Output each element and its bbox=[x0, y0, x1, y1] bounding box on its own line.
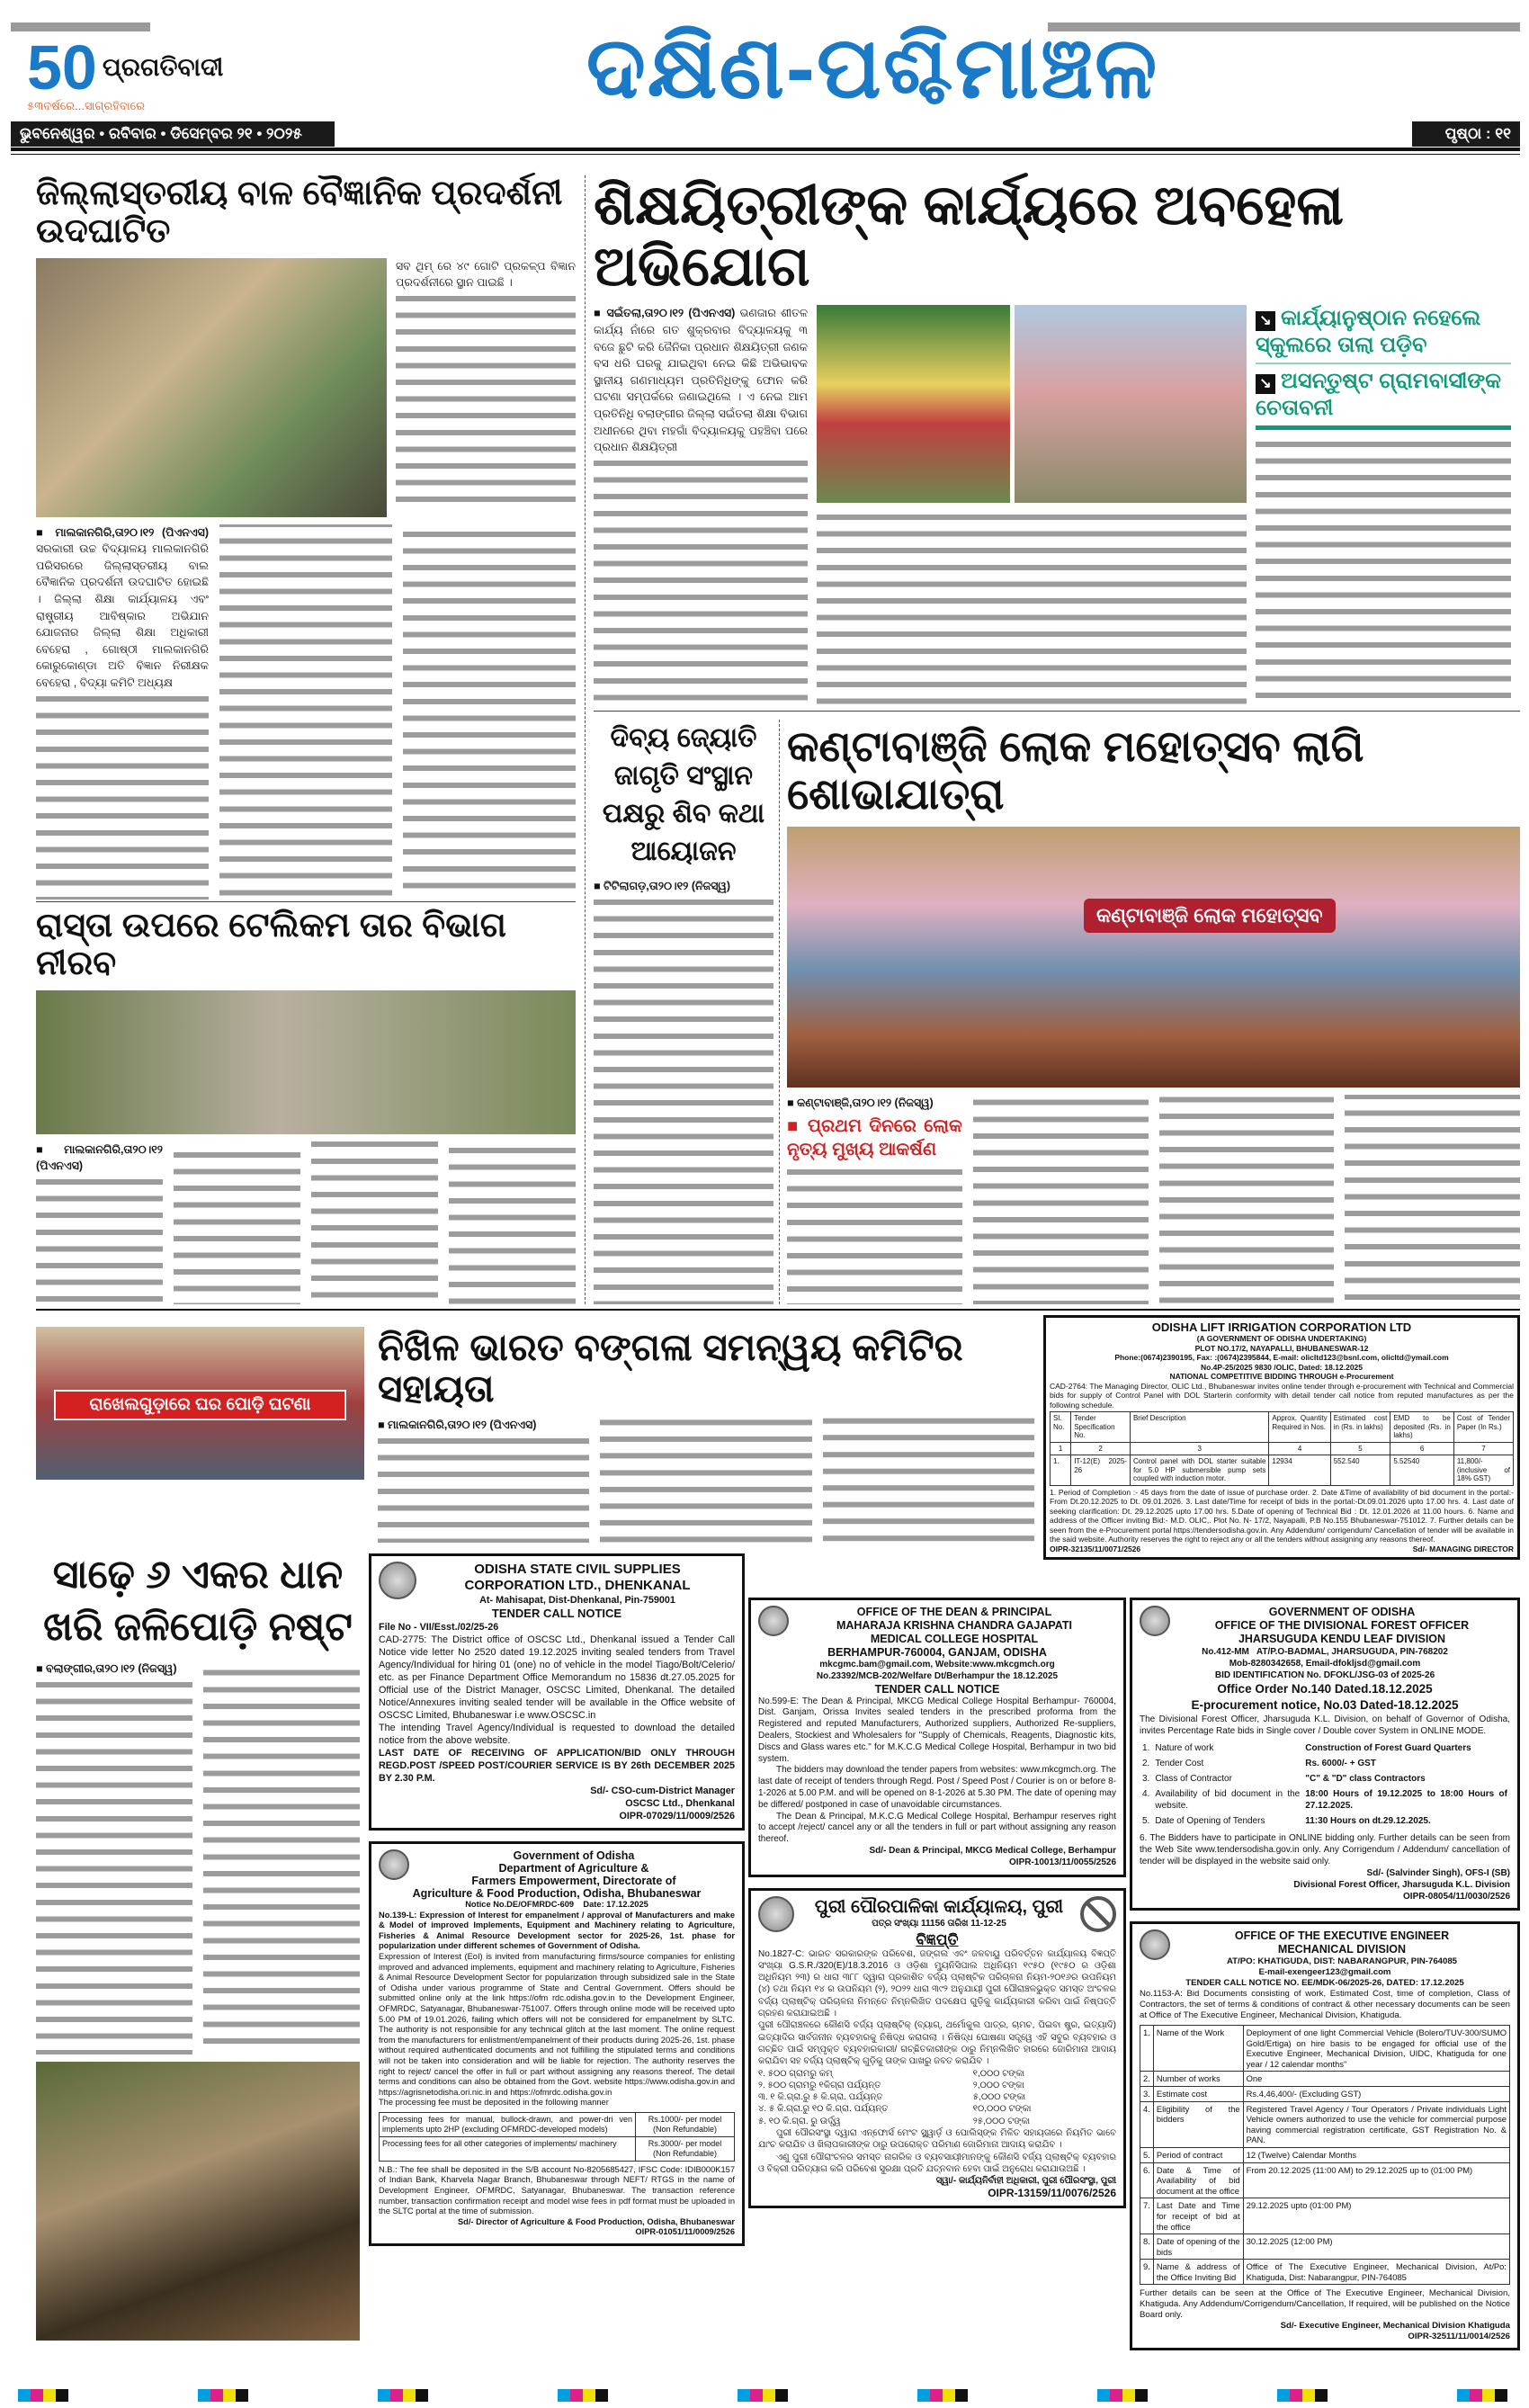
headline-paddy-fire: ସାଢ଼େ ୬ ଏକର ଧାନ ଖରି ଜଳିପୋଡ଼ି ନଷ୍ଟ bbox=[43, 1553, 353, 1649]
logo-name: ପ୍ରଗତିବାଦୀ bbox=[102, 53, 224, 81]
table-header: Brief Description bbox=[1130, 1412, 1268, 1443]
dateline: ■ ସଇଁତଲା,ତା୨୦।୧୨ (ପିଏନଏସ) bbox=[594, 307, 736, 320]
dateline: ■ କଣ୍ଟାବାଞ୍ଜି,ତା୨୦।୧୨ (ନିଜସ୍ୱ) bbox=[787, 1096, 934, 1109]
table-row bbox=[1140, 1786, 1510, 1813]
table-cell: Availability of bid document in the website. bbox=[1155, 1789, 1301, 1811]
table-row bbox=[1140, 2234, 1510, 2260]
table-cell: Processing fees for manual, bullock-drawn, and power-dri ven implements upto 2HP (excluding OFMRDC-developed models) bbox=[380, 2112, 636, 2136]
telecom-body bbox=[36, 1141, 576, 1304]
table-row bbox=[380, 2136, 735, 2161]
header-rule-left bbox=[11, 22, 150, 31]
fine-range: ୩. ୧ କି.ଗ୍ରା.ରୁ ୫ କି.ଗ୍ରା. ପର୍ଯ୍ୟନ୍ତ bbox=[758, 2092, 883, 2103]
section-title: ଦକ୍ଷିଣ-ପଶ୍ଚିମାଞ୍ଚଳ bbox=[586, 20, 1159, 116]
table-row bbox=[1140, 2026, 1510, 2072]
table-row bbox=[1051, 1455, 1514, 1486]
table-cell: 5.52540 bbox=[1390, 1455, 1454, 1486]
ads-column-1 bbox=[369, 1553, 745, 2246]
table-cell: Nature of work bbox=[1155, 1743, 1214, 1753]
table-cell: Name & address of the Office Inviting Bid bbox=[1153, 2260, 1243, 2285]
photo-burnt-paddy bbox=[36, 2062, 360, 2341]
table-row bbox=[1051, 1412, 1514, 1443]
photo-science-fair bbox=[36, 258, 387, 517]
logo bbox=[27, 32, 315, 121]
ads-column-2 bbox=[748, 1598, 1126, 2208]
teacher-photo-column bbox=[817, 305, 1247, 706]
dateline: ■ ବଲାଙ୍ଗୀର,ତା୨୦।୧୨ (ନିଜସ୍ୱ) bbox=[36, 1662, 177, 1675]
headline-shiv-katha: ଦିବ୍ୟ ଜ୍ୟୋତି ଜାଗୃତି ସଂସ୍ଥାନ ପକ୍ଷରୁ ଶିବ କଥା ଆୟୋଜନ bbox=[602, 723, 765, 866]
list-item bbox=[758, 2091, 1116, 2103]
column-separator bbox=[779, 720, 780, 1304]
table-cell: 6 bbox=[1390, 1442, 1454, 1455]
arrow-icon: ↘ bbox=[1256, 311, 1275, 331]
table-cell: 12 (Twelve) Calendar Months bbox=[1243, 2147, 1509, 2162]
fine-range: ୪. ୫ କି.ଗ୍ରା.ରୁ ୧୦ କି.ଗ୍ରା. ପର୍ଯ୍ୟନ୍ତ bbox=[758, 2104, 889, 2115]
table-header: Approx. Quantity Required in Nos. bbox=[1269, 1412, 1330, 1443]
table-cell: 5 bbox=[1330, 1442, 1390, 1455]
photo-road-wires bbox=[36, 990, 576, 1134]
puri-fine-list bbox=[758, 2068, 1116, 2127]
science-fair-body: ■ ମାଲକାନଗିରି,ତା୨୦।୧୨ (ପିଏନଏସ) ସରକାରୀ ଉଚ୍ଚ ବିଦ୍ୟାଳୟ ମାଲକାନଗିରି ପରିସରରେ ଜିଲ୍ଲାସ୍ତରୀୟ ବାଲ ବୈଜ୍ଞାନିକ ପ୍ରଦର୍ଶନୀ ଉଦଘାଟିତ ହୋଇଛି । ଜିଲ୍ଲା ଶିକ୍ଷା କାର୍ଯ୍ୟାଳୟ ଏବଂ ରାଷ୍ଟ୍ରୀୟ ଆବିଷ୍କାର ଅଭିଯାନ ଯୋଜନାର ଜିଲ୍ଲା ଶିକ୍ଷା ଅଧିକାରୀ ବେହେରା , ଗୋଷ୍ଠୀ ମାଲକାନଗିରି କୋରୁକୋଣ୍ଡା ଅତି ବିଜ୍ଞାନ ନିରୀକ୍ଷକ ବେହେରା , ବିଦ୍ୟା କମିଟି ଅଧ୍ୟକ୍ଷ bbox=[36, 524, 576, 900]
table-cell: Office of The Executive Engineer, Mechanical Division, At/Po: Khatiguda, Dist: Nabarangpur, PIN-764085 bbox=[1243, 2260, 1509, 2285]
table-cell: 5. bbox=[1140, 2147, 1154, 2162]
paddy-article bbox=[36, 1549, 360, 2341]
table-cell: Rs.4,46,400/- (Excluding GST) bbox=[1243, 2086, 1509, 2101]
table-row bbox=[1140, 2162, 1510, 2198]
table-cell: 5. bbox=[1142, 1816, 1150, 1826]
no-plastic-icon bbox=[1080, 1896, 1116, 1932]
table-cell: 1 bbox=[1051, 1442, 1071, 1455]
table-cell: IT-12(E) 2025-26 bbox=[1071, 1455, 1131, 1486]
section-divider bbox=[36, 1309, 1520, 1311]
table-cell: Estimate cost bbox=[1153, 2086, 1243, 2101]
fine-amount: ୫,୦୦୦ ଟଙ୍କା bbox=[972, 2092, 1026, 2103]
dateline: ■ ମାଲକାନଗିରି,ତା୨୦।୧୨ (ପିଏନଏସ) bbox=[36, 1142, 163, 1173]
science-fair-article bbox=[36, 175, 576, 900]
table-row bbox=[1140, 1771, 1510, 1786]
headline-bengali-committee: ନିଖିଳ ଭାରତ ବଙ୍ଗଳା ସମନ୍ୱୟ କମିଟିର ସହାୟତା bbox=[378, 1326, 963, 1410]
table-header: EMD to be deposited (Rs. in lakhs) bbox=[1390, 1412, 1454, 1443]
text-filler bbox=[594, 895, 773, 1304]
table-cell: 8. bbox=[1140, 2234, 1154, 2260]
ad-agriculture-eoi: Government of Odisha Department of Agriculture & Farmers Empowerment, Directorate of Agriculture & Food Production, Odisha, Bhubaneswar Notice No.DE/OFMRDC-609 Date: 17.12.2025 No.139-L: Expression of Interest for empanelment / approval of Manufacturers and make & Model of improved Implements, Equipment and Machinery relating to Agriculture, Fisheries & Animal Resource Development sector for 2025-26, 1st. phase for popularization under different schemes of Government of Odisha. Expression of Interest (EoI) is invited from manufacturing firms/source companies for enlisting improved and advanced implements, equipment and machinery relating to Agriculture, Fisheries & Animal Resource Development Sector for popularization through subsidized sale in the State of Odisha under various programme of State and Central Government. Offers should be submitted online only at the link https://ofm rdc.odisha.gov.in to the Development Engineer, OFMRDC, Satyanagar, Bhubaneswar-751007. Offers through online mode will be received upto 5.00 PM of 19.01.2026, failing which offers will not be considered for empanelment by SLTC. The authority is not responsible for any technical glitch at the last moment. The online request from the manufacturers for enlistment/empanelment of their products during 2025-26, 1st. phase without required authenticated documents and not fulfilling the stipulated terms and conditions will not be taken into consideration and will be liable for rejection. The authority reserves the right to reject/ cancel the offer in full or part without assigning any reasons thereof. The detail terms and conditions can also be obtained from the Govt. website https://www.odisha.gov.in and https://agrisnetodisha.ori.nic.in and https://ofmrdc.odisha.gov.in The processing fee must be deposited in the following manner Processing fees for manual, bullock-drawn, and power-dri ven implements upto 2HP (excluding OFMRDC-developed models) Rs.1000/- per model (Non Refundable) Processing fees for all other categories of implements/ machinery Rs.3000/- per model (Non Refundable) N.B.: The fee shall be deposited in the S/B account No-8205685427, IFSC Code: IDIB000K157 of Indian Bank, Kharvela Nagar Branch, Bhubaneswar through NEFT/ RTGS in the name of Development Engineer, OFMRDC, Satyanagar, Bhubaneswar. The transaction reference number, transaction confirmation receipt and model wise fees in pdf format must be uploaded in the SLTC portal at the time of submission. Sd/- Director of Agriculture & Food Production, Odisha, Bhubaneswar OIPR-01051/11/0009/2526 bbox=[369, 1841, 745, 2246]
table-cell: 30.12.2025 (12:00 PM) bbox=[1243, 2234, 1509, 2260]
table-cell: 1. bbox=[1142, 1743, 1150, 1753]
dateline: ■ ମାଲକାନଗିରି,ତା୨୦।୧୨ (ପିଏନଏସ) bbox=[36, 525, 209, 539]
fine-amount: ୨୫,୦୦୦ ଟଙ୍କା bbox=[972, 2116, 1031, 2126]
table-cell: Date of Opening of Tenders bbox=[1155, 1816, 1265, 1826]
table-row bbox=[380, 2112, 735, 2136]
odisha-emblem-icon bbox=[1140, 1929, 1170, 1960]
teacher-subheads bbox=[1256, 305, 1511, 706]
text-filler bbox=[36, 1141, 576, 1304]
table-header: Cost of Tender Paper (In Rs.) bbox=[1453, 1412, 1513, 1443]
table-cell: 11,800/- (inclusive of 18% GST) bbox=[1453, 1455, 1513, 1486]
table-cell: Registered Travel Agency / Tour Operators / Private individuals Light Vehicle owners authorized to use the vehicle for commercial purpose having commercial registration certificate, GST Registration No. & PAN. bbox=[1243, 2101, 1509, 2147]
table-cell: Construction of Forest Guard Quarters bbox=[1305, 1743, 1471, 1753]
fine-range: ୨. ୫୦୦ ଗ୍ରାମରୁ ୧କିଗ୍ରା ପର୍ଯ୍ୟନ୍ତ bbox=[758, 2080, 881, 2090]
kantabanji-body bbox=[787, 1095, 1520, 1304]
table-cell: Number of works bbox=[1153, 2072, 1243, 2087]
mech-tender-table bbox=[1140, 2025, 1510, 2285]
teacher-article bbox=[594, 175, 1520, 706]
list-item bbox=[758, 2103, 1116, 2115]
teacher-body-col1: ■ ସଇଁତଲା,ତା୨୦।୧୨ (ପିଏନଏସ) ଭଣଜାର ଶୀତଳ କାର୍ଯ୍ୟ ନାଁରେ ଗତ ଶୁକ୍ରବାର ବିଦ୍ୟାଳୟକୁ ୩ ବଜେ ଛୁଟି କରି ଜୈନିକା ପ୍ରଧାନ ଶିକ୍ଷୟିତ୍ରୀ ଜଣକ ବସ ଧରି ଘରକୁ ଯାଇଥିବା ନେଇ କିଛି ଅଭିଭାବକ ସ୍ଥାନୀୟ ଗଣମାଧ୍ୟମ ପ୍ରତିନିଧିଙ୍କୁ ଫୋନ କରି ଘଟଣା ସମ୍ପର୍କରେ ଜଣାଇଥିଲେ । ଏ ନେଇ ଆମ ପ୍ରତିନିଧି ବଲାଙ୍ଗୀର ଜିଲ୍ଲା ସଇଁତଲା ଶିକ୍ଷା ବିଭାଗ ଅଧୀନରେ ଥିବା ମହଗାଁ ବିଦ୍ୟାଳୟକୁ ପହଞ୍ଚିବା ପରେ ପ୍ରଧାନ ଶିକ୍ଷୟିତ୍ରୀ bbox=[594, 305, 808, 706]
table-row bbox=[1140, 2086, 1510, 2101]
page-number: ପୃଷ୍ଠା : ୧୧ bbox=[1412, 121, 1520, 147]
table-cell: Tender Cost bbox=[1155, 1759, 1204, 1768]
table-cell: 4. bbox=[1140, 2101, 1154, 2147]
headline-telecom: ରାସ୍ତା ଉପରେ ଟେଲିକମ ତାର ବିଭାଗ ନୀରବ bbox=[36, 907, 506, 982]
arrow-icon: ■ bbox=[787, 1116, 808, 1137]
table-header: Sl. No. bbox=[1051, 1412, 1071, 1443]
table-row bbox=[1140, 2147, 1510, 2162]
table-cell: 6. bbox=[1140, 2162, 1154, 2198]
ad-puri-municipality: ପୁରୀ ପୌରପାଳିକା କାର୍ଯ୍ୟାଳୟ, ପୁରୀ ପତ୍ର ସଂଖ୍ୟା 11156 ତାରିଖ 11-12-25 ବିଜ୍ଞପ୍ତି No.1827-C: ଭାରତ ସରକାରଙ୍କ ପରିବେଶ, ଜଙ୍ଗଲ ଏବଂ ଜଳବାୟୁ ପରିବର୍ତ୍ତନ କାର୍ଯ୍ୟାଳୟ ବିଜ୍ଞପ୍ତି ସଂଖ୍ୟା G.S.R./320(E)/18.3.2016 ଓ ଓଡ଼ିଶା ମ୍ୟୁନିସିପାଲ ଅଧିନିୟମ ୧୯୫୦ (୧୯୫୦ ର ଓଡ଼ିଶା ଅଧିନିୟମ ୨୩) ର ଧାରା ୩୮୮ ଦ୍ୱାରା ପ୍ରକାଶିତ ବର୍ଜ୍ୟ ପ୍ଲାଷ୍ଟିକ ପରିଚାଳନା ନିୟମ-୨୦୧୬ର ଉପନିୟମ (୪) ତଥା ନିୟମ ୧୪ ର ଉପନିୟମ (୨), ୨୦୨୨ ଧାରା ୩୯୨ ଅନୁଯାୟୀ ପୁରୀ ପୌରାଞ୍ଚଳଭୁକ୍ତ ସମସ୍ତ ଅଂଚଳର ବର୍ଜ୍ୟ ପ୍ଲାଷ୍ଟିକ୍ ପରିଚାଳନା ନିମନ୍ତେ ନିମ୍ନଲିଖିତ ପଦକ୍ଷେପ ଗୁଡ଼ିକୁ କାର୍ଯ୍ୟକାରୀ କରିବା ପାଇଁ ନିଷ୍ପତ୍ତି ଗ୍ରହଣ କରାଯାଇଅଛି । ପୁରୀ ପୌରାଞ୍ଚଳରେ କୌଣସି ବର୍ଜ୍ୟ ପ୍ଲାଷ୍ଟିକ୍ (ବ୍ୟାଗ୍, ଥର୍ମୋକୁଲ ପାତ୍ର, ଚାମଚ, ପିଇବା ଷ୍ଟ୍ର, ଇତ୍ୟାଦି) ଇତ୍ୟାଦିର ସାର୍ବଜନୀନ ବ୍ୟବହାରକୁ ନିଷିଦ୍ଧ କରାଗଲା । ନିଷିଦ୍ଧ ଘୋଷଣା ସତ୍ତ୍ୱେ ଏହି ସବୁର ବ୍ୟବହାର ଓ ଗଚ୍ଛିତ ପାଇଁ ସମ୍ପୃକ୍ତ ବ୍ୟବହାରକାରୀ/ ଗଚ୍ଛିତକାରୀଙ୍କ ଠାରୁ ନିମ୍ନଲିଖିତ ହାରରେ ଜୋରିମାନା ଆଦାୟ କରାଯିବା ସହ ବର୍ଜ୍ୟ ପ୍ଲାଷ୍ଟିକ୍ ଗୁଡ଼ିକୁ ତାଙ୍କ ପାଖରୁ ଜବତ କରାଯିବ । ୧. ୫୦୦ ଗ୍ରାମରୁ କମ୍ ୧,୦୦୦ ଟଙ୍କା ୨. ୫୦୦ ଗ୍ରାମରୁ ୧କିଗ୍ରା ପର୍ଯ୍ୟନ୍ତ ୨,୦୦୦ ଟଙ୍କା ୩. ୧ କି.ଗ୍ରା.ରୁ ୫ କି.ଗ୍ରା. ପର୍ଯ୍ୟନ୍ତ ୫,୦୦୦ ଟଙ୍କା ୪. ୫ କି.ଗ୍ରା.ରୁ ୧୦ କି.ଗ୍ରା. ପର୍ଯ୍ୟନ୍ତ ୧୦,୦୦୦ ଟଙ୍କା ୫. ୧୦ କି.ଗ୍ରା. ରୁ ଉର୍ଦ୍ଧ୍ୱ ୨୫,୦୦୦ ଟଙ୍କା ପୁରୀ ପୌରସଂସ୍ଥା ଦ୍ୱାରା ଏନ୍‌ଫୋର୍ସ ମେଂଟ ସ୍କ୍ୱାର୍ଡ଼ ଓ ପୋଲିସ୍‌ଙ୍କ ମିଳିତ ସହାୟତାରେ ନିୟମିତ ଭାବେ ଯାଂଚ କରାଯିବ ଓ ଖିଲାପକାରୀଙ୍କ ଠାରୁ ଉପରୋକ୍ତ ପରିମାଣ ଜୋରିମାନା ଆଦାୟ କରାଯିବ । ଏଣୁ ପୁରୀ ପୌରାଂଚଳର ସମସ୍ତ ନାଗରିକ ଓ ବ୍ୟବସାୟୀମାନଙ୍କୁ କୌଣସି ବର୍ଜ୍ୟ ପ୍ଲାଷ୍ଟିକ୍ ବ୍ୟବହାର ଓ ବିକ୍ରୀ ପରିତ୍ୟାଗ କରି ପରିବେଶ ସୁରକ୍ଷା ପ୍ରତି ଯତ୍ନବାନ ହେବା ପାଇଁ ଅନୁରୋଧ କରାଯାଉଅଛି । ସ୍ୱା/- କାର୍ଯ୍ୟନିର୍ବାହୀ ଅଧିକାରୀ, ପୁରୀ ପୌରସଂସ୍ଥା, ପୁରୀ OIPR-13159/11/0076/2526 bbox=[748, 1888, 1126, 2209]
table-cell: Rs. 6000/- + GST bbox=[1305, 1759, 1376, 1768]
teacher-columns bbox=[594, 305, 1520, 706]
table-row bbox=[1140, 1756, 1510, 1771]
ad-dfo-tender: GOVERNMENT OF ODISHA OFFICE OF THE DIVISIONAL FOREST OFFICER JHARSUGUDA KENDU LEAF DIVISION No.412-MM AT/P.O-BADMAL, JHARSUGUDA, PIN-768202 Mob-8280342658, Email-dfokljsd@gmail.com BID IDENTIFICATION No. DFOKL/JSG-03 of 2025-26 Office Order No.140 Dated.18.12.2025 E-procurement notice, No.03 Dated-18.12.2025 The Divisional Forest Officer, Jharsuguda K.L. Division, on behalf of Governor of Odisha, invites Percentage Rate bids in Single cover / Double cover System in ONLINE MODE. 1. Nature of work Construction of Forest Guard Quarters 2. Tender Cost Rs. 6000/- + GST 3. Class of Contractor "C" & "D" class Contractors 4. Availability of bid document in the website. 18:00 Hours of 19.12.2025 to 18:00 Hours of 27.12.2025. 5. Date of Opening of Tenders 11:30 Hours on dt.29.12.2025. 6. The Bidders have to participate in ONLINE bidding only. Further details can be seen from the Web Site www.tendersodisha.gov.in only. Any Corrigendum / Addendum/ cancellation of tender will be displayed in the website said only. Sd/- (Salvinder Singh), OFS-I (SB) Divisional Forest Officer, Jharsuguda K.L. Division OIPR-08054/11/0030/2526 bbox=[1130, 1598, 1520, 1911]
kantabanji-article bbox=[787, 724, 1520, 1304]
ad-mechanical-division-tender: OFFICE OF THE EXECUTIVE ENGINEER MECHANICAL DIVISION AT/PO: KHATIGUDA, DIST: NABARANGPUR, PIN-764085 E-mail-exengeer123@gmail.com TENDER CALL NOTICE NO. EE/MDK-06/2025-26, DATED: 17.12.2025 No.1153-A: Bid Documents consisting of work, Estimated Cost, time of completion, Class of Contractors, the set of terms & conditions of contract & other necessary documents can be seen at Office of The Executive Engineer, Mechanical Division, Khatiguda. 1. Name of the Work Deployment of one light Commercial Vehicle (Bolero/TUV-300/SUMO Gold/Ertiga) on hire basis to be engaged for official use of the Executive Engineer, Mechanical Division, UIDC, Khatiguda for one year / 12 calendar months" 2. Number of works One 3. Estimate cost Rs.4,46,400/- (Excluding GST) 4. Eligibility of the bidders Registered Travel Agency / Tour Operators / Private individuals Light Vehicle owners authorized to use the vehicle for commercial purpose having commercial registration certificate, GST Registration No. & PAN. 5. Period of contract 12 (Twelve) Calendar Months 6. Date & Time of Availability of bid document at the office From 20.12.2025 (11:00 AM) to 29.12.2025 up to (01:00 PM) 7. Last Date and Time for receipt of bid at the office 29.12.2025 upto (01:00 PM) 8. Date of opening of the bids 30.12.2025 (12:00 PM) 9. Name & address of the Office Inviting Bid Office of The Executive Engineer, Mechanical Division, At/Po: Khatiguda, Dist: Nabarangpur, PIN-764085 Further details can be seen at the Office of The Executive Engineer, Mechanical Division, Khatiguda. Any Addendum/Corrigendum/Cancellation, If required, will be published on the Notice Board only. Sd/- Executive Engineer, Mechanical Division Khatiguda OIPR-32511/11/0014/2526 bbox=[1130, 1921, 1520, 2350]
list-item bbox=[758, 2116, 1116, 2127]
table-cell: 552.540 bbox=[1330, 1455, 1390, 1486]
headline-kantabanji: କଣ୍ଟାବାଞ୍ଜି ଲୋକ ମହୋତ୍ସବ ଲାଗି ଶୋଭାଯାତ୍ରା bbox=[787, 723, 1364, 819]
fine-range: ୫. ୧୦ କି.ଗ୍ରା. ରୁ ଉର୍ଦ୍ଧ୍ୱ bbox=[758, 2116, 841, 2126]
dateline: ଭୁବନେଶ୍ୱର • ରବିବାର • ଡିସେମ୍ବର ୨୧ • ୨୦୨୫ bbox=[11, 121, 335, 147]
table-cell: "C" & "D" class Contractors bbox=[1305, 1774, 1426, 1784]
table-cell: Period of contract bbox=[1153, 2147, 1243, 2162]
table-cell: Processing fees for all other categories of implements/ machinery bbox=[380, 2136, 636, 2161]
headline-science-fair: ଜିଲ୍ଲାସ୍ତରୀୟ ବାଳ ବୈଜ୍ଞାନିକ ପ୍ରଦର୍ଶନୀ ଉଦଘାଟିତ bbox=[36, 175, 563, 250]
text-filler bbox=[36, 1661, 360, 2054]
table-cell: 11:30 Hours on dt.29.12.2025. bbox=[1305, 1816, 1431, 1826]
table-cell: 2. bbox=[1142, 1759, 1150, 1768]
table-cell: Name of the Work bbox=[1153, 2026, 1243, 2072]
header-divider bbox=[11, 148, 1520, 155]
logo-tagline: ୫୩ବର୍ଷରେ...ସାଗ୍ରହିବାରେ bbox=[27, 99, 146, 112]
text-filler bbox=[594, 456, 808, 706]
table-cell: 1. bbox=[1051, 1455, 1071, 1486]
puri-municipality-logo-icon bbox=[758, 1896, 794, 1932]
photo-caption: ରାଖେଲଗୁଡ଼ାରେ ଘର ପୋଡ଼ି ଘଟଣା bbox=[54, 1390, 346, 1420]
teacher-body-col2 bbox=[817, 510, 1247, 706]
fine-amount: ୨,୦୦୦ ଟଙ୍କା bbox=[972, 2080, 1024, 2090]
table-row bbox=[1140, 2260, 1510, 2285]
ad-oscsc-tender: ODISHA STATE CIVIL SUPPLIES CORPORATION LTD., DHENKANAL At- Mahisapat, Dist-Dhenkanal, Pin-759001 TENDER CALL NOTICE File No - VII/Esst./02/25-26 CAD-2775: The District office of OSCSC Ltd., Dhenkanal issued a Tender Call Notice vide letter No 2520 dated 19.12.2025 inviting sealed tenders from Travel Agency/Individual for hiring 01 (one) no of vehicle in the model Tiago/Bolt/Celerio/ etc. as per Finance Department Office Memorandum no 15836 dt.27.05.2025 for Official use of the District Manager, OSCSC Limited, Dhenkanal. The detailed Notice/Annexures inviting sealed tender will be available in the Office website of OSCSC Limited, Bhubaneswar i.e www.OSCSC.in The intending Travel Agency/Individual is requested to download the detailed notice from the above website. LAST DATE OF RECEIVING OF APPLICATION/BID ONLY THROUGH REGD.POST /SPEED POST/COURIER SERVICE IS BY 26th DECEMBER 2025 BY 2.30 P.M. Sd/- CSO-cum-District Manager OSCSC Ltd., Dhenkanal OIPR-07029/11/0009/2526 bbox=[369, 1553, 745, 1831]
arrow-icon: ↘ bbox=[1256, 374, 1275, 394]
teacher-photos bbox=[817, 305, 1247, 503]
dateline: ■ ମାଲକାନଗିରି,ତା୨୦।୧୨ (ପିଏନଏସ) bbox=[378, 1419, 537, 1432]
dfo-items-table bbox=[1140, 1741, 1510, 1829]
logo-years: 50 bbox=[27, 32, 97, 103]
table-row bbox=[1140, 2198, 1510, 2234]
dateline: ■ ଟିଟିଲାଗଡ଼,ତା୨୦।୧୨ (ନିଜସ୍ୱ) bbox=[594, 880, 730, 892]
table-cell: 2 bbox=[1071, 1442, 1131, 1455]
agri-fee-table bbox=[379, 2112, 735, 2162]
table-cell: 9. bbox=[1140, 2260, 1154, 2285]
table-cell: 12934 bbox=[1269, 1455, 1330, 1486]
table-cell: From 20.12.2025 (11:00 AM) to 29.12.2025 up to (01:00 PM) bbox=[1243, 2162, 1509, 2198]
teacher-body-col3 bbox=[1256, 437, 1511, 706]
bengali-body bbox=[378, 1417, 1034, 1543]
table-cell: Rs.1000/- per model (Non Refundable) bbox=[636, 2112, 735, 2136]
table-cell: 3 bbox=[1130, 1442, 1268, 1455]
mkcg-logo-icon bbox=[758, 1606, 789, 1636]
list-item bbox=[758, 2068, 1116, 2080]
odisha-emblem-icon bbox=[379, 1849, 409, 1880]
table-cell: 29.12.2025 upto (01:00 PM) bbox=[1243, 2198, 1509, 2234]
table-row bbox=[1140, 2072, 1510, 2087]
photo-school-building bbox=[1015, 305, 1247, 503]
ad-olic-tender: ODISHA LIFT IRRIGATION CORPORATION LTD (A GOVERNMENT OF ODISHA UNDERTAKING) PLOT NO.17/2, NAYAPALLI, BHUBANESWAR-12 Phone:(0674)2390195, Fax: :(0674)2395844, E-mail: olicltd123@bsnl.com, olicltd@ymail.com No.4P-25/2025 9830 /OLIC, Dated: 18.12.2025 NATIONAL COMPETITIVE BIDDING THROUGH e-Procurement CAD-2764: The Managing Director, OLIC Ltd., Bhubaneswar invites online tender through e-procurement with Technical and Commercial bids for supply of Control Panel with DOL Starterin conformity with detail tender call notice from reputed manufactures as per the following schedule. Sl. No. Tender Specification No. Brief Description Approx. Quantity Required in Nos. Estimated cost in (Rs. in lakhs) EMD to be deposited (Rs. in lakhs) Cost of Tender Paper (In Rs.) 1 2 3 4 5 6 7 1. IT-12(E) 2025-26 Control panel with DOL starter suitable for 5.0 HP submersible pump sets coupled with induction motor. 12934 552.540 5.52540 11,800/- (inclusive of 18% GST) 1. Period of Completion :- 45 days from the date of issue of purchase order. 2. Date &Time of availability of bid document in the portal:-From Dt.20.12.2025 to Dt. 09.01.2026. 3. Last date/Time for receipt of bids in the portal:-Dt.09.01.2026 upto 17.00 hrs. 4. Last date of seeking clarification: Dt. 29.12.2025 upto 17.00 hrs. 5.Date of opening of Technical Bid : Dt. 12.01.2026 at 11.00 hours. 6. Name and address of the Officer inviting Bid:- M.D. OLIC,. Plot No. N- 17/2, Nayapalli, P.B No.155 Bhubaneswar-751012. 7. Further details can be seen from the e-Procurement portal https://tendersodisha.gov.in. Any Addendum/ corrigendum/ Cancellation of tender will be available in the said website. Authority reserves the right to reject any or all the tenders without assigning any reasons thereof. OIPR-32135/11/0071/2526 Sd/- MANAGING DIRECTOR bbox=[1043, 1315, 1520, 1560]
color-registration-bar bbox=[18, 2389, 1511, 2402]
table-cell: 1. bbox=[1140, 2026, 1154, 2072]
ads-column-3 bbox=[1130, 1598, 1520, 2350]
table-row bbox=[1140, 2101, 1510, 2147]
table-cell: 18:00 Hours of 19.12.2025 to 18:00 Hours of 27.12.2025. bbox=[1305, 1789, 1507, 1811]
table-cell: Eligibility of the bidders bbox=[1153, 2101, 1243, 2147]
table-header: Estimated cost in (Rs. in lakhs) bbox=[1330, 1412, 1390, 1443]
table-cell: 4. bbox=[1142, 1789, 1150, 1799]
table-cell: 3. bbox=[1140, 2086, 1154, 2101]
table-row bbox=[1140, 1741, 1510, 1756]
fine-amount: ୧,୦୦୦ ଟଙ୍କା bbox=[972, 2068, 1025, 2079]
text-filler bbox=[396, 291, 576, 507]
table-header: Tender Specification No. bbox=[1071, 1412, 1131, 1443]
table-cell: One bbox=[1243, 2072, 1509, 2087]
photo-school-banner bbox=[817, 305, 1010, 503]
fine-amount: ୧୦,୦୦୦ ଟଙ୍କା bbox=[972, 2104, 1032, 2115]
oscsc-logo-icon bbox=[379, 1562, 416, 1599]
table-cell: Deployment of one light Commercial Vehicle (Bolero/TUV-300/SUMO Gold/Ertiga) on hire basis to be engaged for official use of the Executive Engineer, Mechanical Division, UIDC, Khatiguda for one year / 12 calendar months" bbox=[1243, 2026, 1509, 2072]
table-cell: Date & Time of Availability of bid document at the office bbox=[1153, 2162, 1243, 2198]
table-cell: Date of opening of the bids bbox=[1153, 2234, 1243, 2260]
bengali-article bbox=[378, 1327, 1034, 1543]
telecom-article bbox=[36, 901, 576, 1304]
photo-kantabanji-festival bbox=[787, 827, 1520, 1088]
table-cell: Last Date and Time for receipt of bid at the office bbox=[1153, 2198, 1243, 2234]
subhead-folk-dance: ■ ପ୍ରଥମ ଦିନରେ ଲୋକ ନୃତ୍ୟ ମୁଖ୍ୟ ଆକର୍ଷଣ bbox=[787, 1116, 962, 1160]
headline-teacher: ଶିକ୍ଷୟିତ୍ରୀଙ୍କ କାର୍ଯ୍ୟରେ ଅବହେଳା ଅଭିଯୋଗ bbox=[594, 175, 1345, 299]
subhead-school-lock: ↘ କାର୍ଯ୍ୟାନୁଷ୍ଠାନ ନହେଲେ ସ୍କୁଲରେ ତାଲା ପଡ଼ିବ bbox=[1256, 306, 1481, 358]
science-fair-side-text: ସବ ଥିମ୍ ରେ ୪୯ ଗୋଟି ପ୍ରକଳ୍ପ ବିଜ୍ଞାନ ପ୍ରଦର୍ଶନୀରେ ସ୍ଥାନ ପାଇଛି । bbox=[396, 258, 576, 517]
fine-range: ୧. ୫୦୦ ଗ୍ରାମରୁ କମ୍ bbox=[758, 2068, 833, 2079]
text-filler bbox=[378, 1417, 1034, 1543]
paddy-body bbox=[36, 1661, 360, 2054]
table-cell: Class of Contractor bbox=[1155, 1774, 1232, 1784]
shiv-katha-article bbox=[594, 720, 773, 1304]
table-row bbox=[1140, 1813, 1510, 1829]
table-cell: Rs.3000/- per model (Non Refundable) bbox=[636, 2136, 735, 2161]
shiv-katha-body bbox=[594, 878, 773, 1304]
photo-house-fire-relief bbox=[36, 1327, 364, 1480]
column-separator bbox=[585, 175, 586, 1304]
table-cell: Control panel with DOL starter suitable for 5.0 HP submersible pump sets coupled with induction motor. bbox=[1130, 1455, 1268, 1486]
science-fair-photo-row bbox=[36, 258, 576, 517]
festival-banner: କଣ୍ଟାବାଞ୍ଜି ଲୋକ ମହୋତ୍ସବ bbox=[1084, 899, 1336, 933]
divider bbox=[594, 711, 1520, 712]
table-cell: 3. bbox=[1142, 1774, 1150, 1784]
table-cell: 7. bbox=[1140, 2198, 1154, 2234]
table-cell: 4 bbox=[1269, 1442, 1330, 1455]
table-cell: 2. bbox=[1140, 2072, 1154, 2087]
odisha-emblem-icon bbox=[1140, 1606, 1170, 1636]
subhead-villagers-warning: ↘ ଅସନ୍ତୁଷ୍ଟ ଗ୍ରାମବାସୀଙ୍କ ଚେତାବନୀ bbox=[1256, 369, 1502, 421]
table-cell: 7 bbox=[1453, 1442, 1513, 1455]
table-row bbox=[1051, 1442, 1514, 1455]
list-item bbox=[758, 2080, 1116, 2091]
ad-mkcg-tender: OFFICE OF THE DEAN & PRINCIPAL MAHARAJA KRISHNA CHANDRA GAJAPATI MEDICAL COLLEGE HOSPITAL BERHAMPUR-760004, GANJAM, ODISHA mkcgmc.bam@gmail.com, Website:www.mkcgmch.org No.23392/MCB-202/Welfare Dt/Berhampur the 18.12.2025 TENDER CALL NOTICE No.599-E: The Dean & Principal, MKCG Medical College Hospital Berhampur- 760004, Dist. Ganjam, Orissa Invites sealed tenders in the prescribed proforma from the Registered and reputed Manufacturers, Authorized suppliers, Authorized Re-suppliers, Dealers, Stockiest and Wholesalers for "Supply of Chemicals, Reagents, Diagnostic kits, Discs and Glass wares etc." for M.K.C.G Medical College Hospital, Berhampur in two bid system. The bidders may download the tender papers from websites: www.mkcgmch.org. The last date of receipt of tenders through Regd. Post / Speed Post / Courier is on or before 8-1-2026 at 5.00 P.M. and will be opened on 8-1-2026 at 5.30 PM. The date of opening may be differed/ postponed in case of unavoidable circumstances. The Dean & Principal, M.K.C.G Medical College Hospital, Berhampur reserves right to accept /reject/ cancel any or all the tenders in full or part without assigning any reason thereof. Sd/- Dean & Principal, MKCG Medical College, Berhampur OIPR-10013/11/0055/2526 bbox=[748, 1598, 1126, 1877]
olic-tender-table bbox=[1050, 1411, 1514, 1486]
